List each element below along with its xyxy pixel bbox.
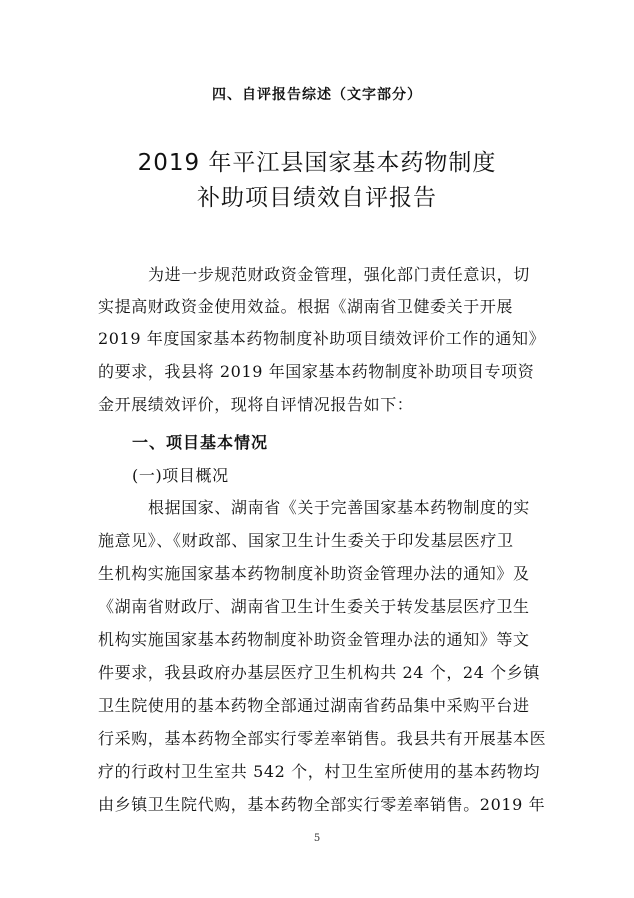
overview-line-9: 疗的行政村卫生室共 542 个，村卫生室所使用的基本药物均 — [98, 762, 541, 781]
intro-line-2: 实提高财政资金使用效益。根据《湖南省卫健委关于开展 — [98, 297, 514, 316]
overview-line-2: 施意见》、《财政部、国家卫生计生委关于印发基层医疗卫 — [98, 531, 514, 550]
report-title-line-2: 补助项目绩效自评报告 — [197, 185, 437, 211]
heading-project-basic-info: 一、项目基本情况 — [132, 433, 269, 452]
heading-project-overview: (一)项目概况 — [132, 466, 229, 485]
intro-line-3: 2019 年度国家基本药物制度补助项目绩效评价工作的通知》 — [98, 329, 546, 348]
intro-line-5: 金开展绩效评价，现将自评情况报告如下： — [98, 395, 414, 414]
section-heading: 四、自评报告综述（文字部分） — [212, 87, 422, 103]
overview-line-1: 根据国家、湖南省《关于完善国家基本药物制度的实 — [148, 498, 530, 517]
intro-line-1: 为进一步规范财政资金管理，强化部门责任意识，切 — [148, 265, 530, 284]
overview-line-3: 生机构实施国家基本药物制度补助资金管理办法的通知》及 — [98, 564, 530, 583]
report-title-line-1: 2019 年平江县国家基本药物制度 — [137, 150, 497, 176]
page-number: 5 — [313, 833, 321, 844]
overview-line-8: 行采购，基本药物全部实行零差率销售。我县共有开展基本医 — [98, 729, 547, 748]
overview-line-5: 机构实施国家基本药物制度补助资金管理办法的通知》等文 — [98, 630, 530, 649]
intro-line-4: 的要求，我县将 2019 年国家基本药物制度补助项目专项资 — [98, 362, 535, 381]
overview-line-10: 由乡镇卫生院代购，基本药物全部实行零差率销售。2019 年 — [98, 795, 546, 814]
overview-line-4: 《湖南省财政厅、湖南省卫生计生委关于转发基层医疗卫生 — [98, 597, 530, 616]
overview-line-7: 卫生院使用的基本药物全部通过湖南省药品集中采购平台进 — [98, 696, 530, 715]
overview-line-6: 件要求，我县政府办基层医疗卫生机构共 24 个，24 个乡镇 — [98, 663, 540, 682]
